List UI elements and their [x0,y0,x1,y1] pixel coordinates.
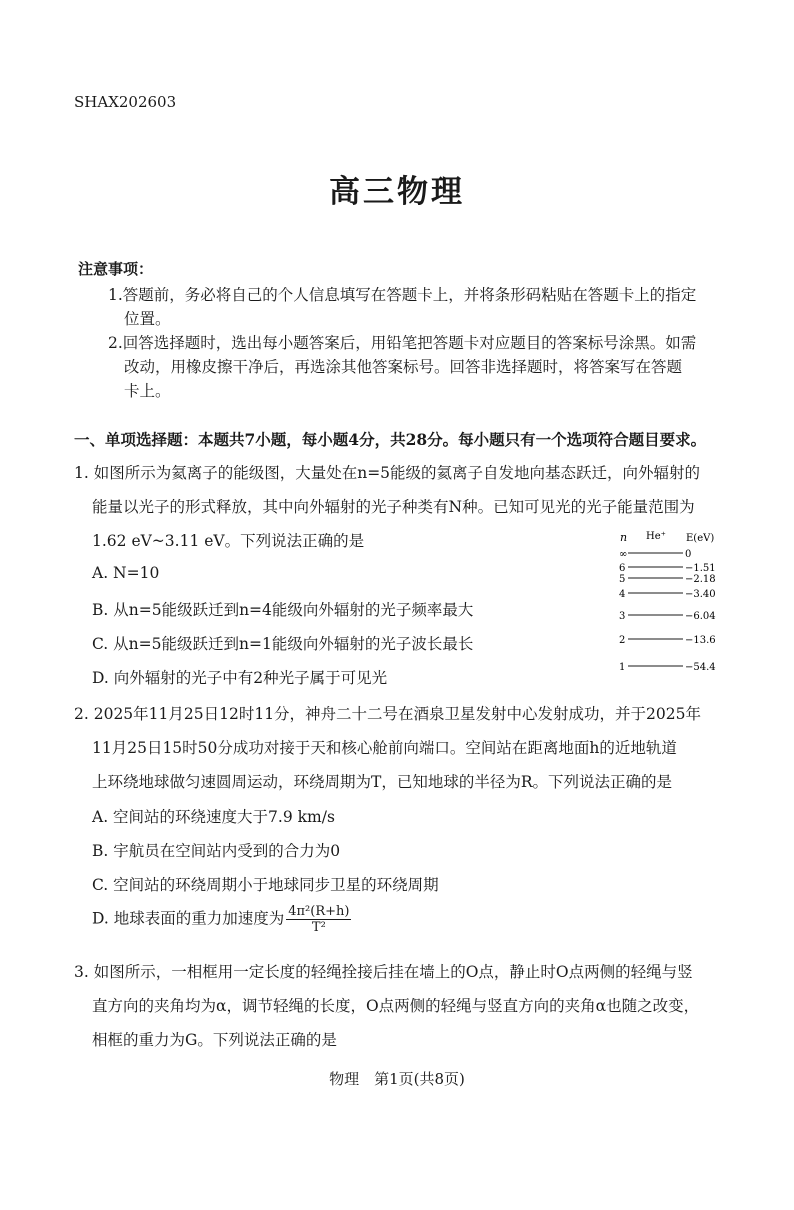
q2-stem-line: 11月25日15时50分成功对接于天和核心舱前向端口。空间站在距离地面h的近地轨道 [92,739,677,757]
energy-level-value: −2.18 [685,574,716,585]
q2-stem-line: 2. 2025年11月25日12时11分，神舟二十二号在酒泉卫星发射中心发射成功，并于2025年 [74,705,702,723]
energy-level-value: −54.4 [685,662,716,673]
q1-stem-line: 能量以光子的形式释放，其中向外辐射的光子种类有N种。已知可见光的光子能量范围为 [92,498,695,516]
energy-level-n: 4 [619,589,626,600]
energy-level-value: −3.40 [685,589,716,600]
q1-option-c: C. 从n=5能级跃迁到n=1能级向外辐射的光子波长最长 [92,635,474,653]
energy-level-value: 0 [685,549,692,560]
q1-option-d: D. 向外辐射的光子中有2种光子属于可见光 [92,669,388,687]
q2-option-d [92,904,351,935]
notice-line: 位置。 [124,310,171,328]
q2-option-a: A. 空间站的环绕速度大于7.9 km/s [92,808,335,826]
energy-level-n: 1 [619,662,626,673]
energy-level-n: 6 [619,563,626,574]
energy-level-n: ∞ [619,549,628,560]
q2-option-d-prefix: D. 地球表面的重力加速度为 [92,909,285,928]
diagram-ion-label: He⁺ [646,531,666,542]
q2-option-b: B. 宇航员在空间站内受到的合力为0 [92,842,341,860]
energy-level-value: −13.6 [685,635,716,646]
notice-line: 2.回答选择题时，选出每小题答案后，用铅笔把答题卡对应题目的答案标号涂黑。如需 [108,334,697,352]
energy-levels [619,549,716,673]
q3-stem-line: 3. 如图所示，一相框用一定长度的轻绳拴接后挂在墙上的O点，静止时O点两侧的轻绳与竖 [74,963,693,981]
exam-code: SHAX202603 [74,93,177,111]
section-heading: 一、单项选择题：本题共7小题，每小题4分，共28分。每小题只有一个选项符合题目要求。 [74,430,707,449]
diagram-energy-label: E(eV) [686,533,715,544]
notice-line: 卡上。 [124,382,171,400]
q3-stem-line: 直方向的夹角均为α，调节轻绳的长度，O点两侧的轻绳与竖直方向的夹角α也随之改变， [92,997,700,1015]
q1-option-b: B. 从n=5能级跃迁到n=4能级向外辐射的光子频率最大 [92,601,474,619]
energy-level-n: 3 [619,611,626,622]
q1-stem-line: 1. 如图所示为氦离子的能级图，大量处在n=5能级的氦离子自发地向基态跃迁，向外辐射的 [74,464,701,482]
notice-line: 1.答题前，务必将自己的个人信息填写在答题卡上，并将条形码粘贴在答题卡上的指定 [108,286,697,304]
gravity-formula [286,904,351,935]
energy-level-diagram [606,526,724,676]
diagram-n-label: n [620,531,628,544]
q2-stem-line: 上环绕地球做匀速圆周运动，环绕周期为T，已知地球的半径为R。下列说法正确的是 [92,773,673,791]
q2-option-c: C. 空间站的环绕周期小于地球同步卫星的环绕周期 [92,876,439,894]
energy-level-value: −6.04 [685,611,716,622]
notice-line: 改动，用橡皮擦干净后，再选涂其他答案标号。回答非选择题时，将答案写在答题 [124,358,683,376]
page-footer: 物理 第1页(共8页) [329,1070,465,1088]
formula-numerator: 4π²(R+h) [288,904,350,919]
energy-level-n: 5 [619,574,626,585]
q1-option-a: A. N=10 [92,564,160,582]
energy-level-value: −1.51 [685,563,716,574]
q1-stem-line: 1.62 eV~3.11 eV。下列说法正确的是 [92,532,365,550]
notice-heading: 注意事项： [78,260,154,278]
page-title: 高三物理 [329,174,465,210]
q3-stem-line: 相框的重力为G。下列说法正确的是 [92,1031,337,1049]
formula-denominator: T² [311,920,326,935]
energy-level-n: 2 [619,635,626,646]
